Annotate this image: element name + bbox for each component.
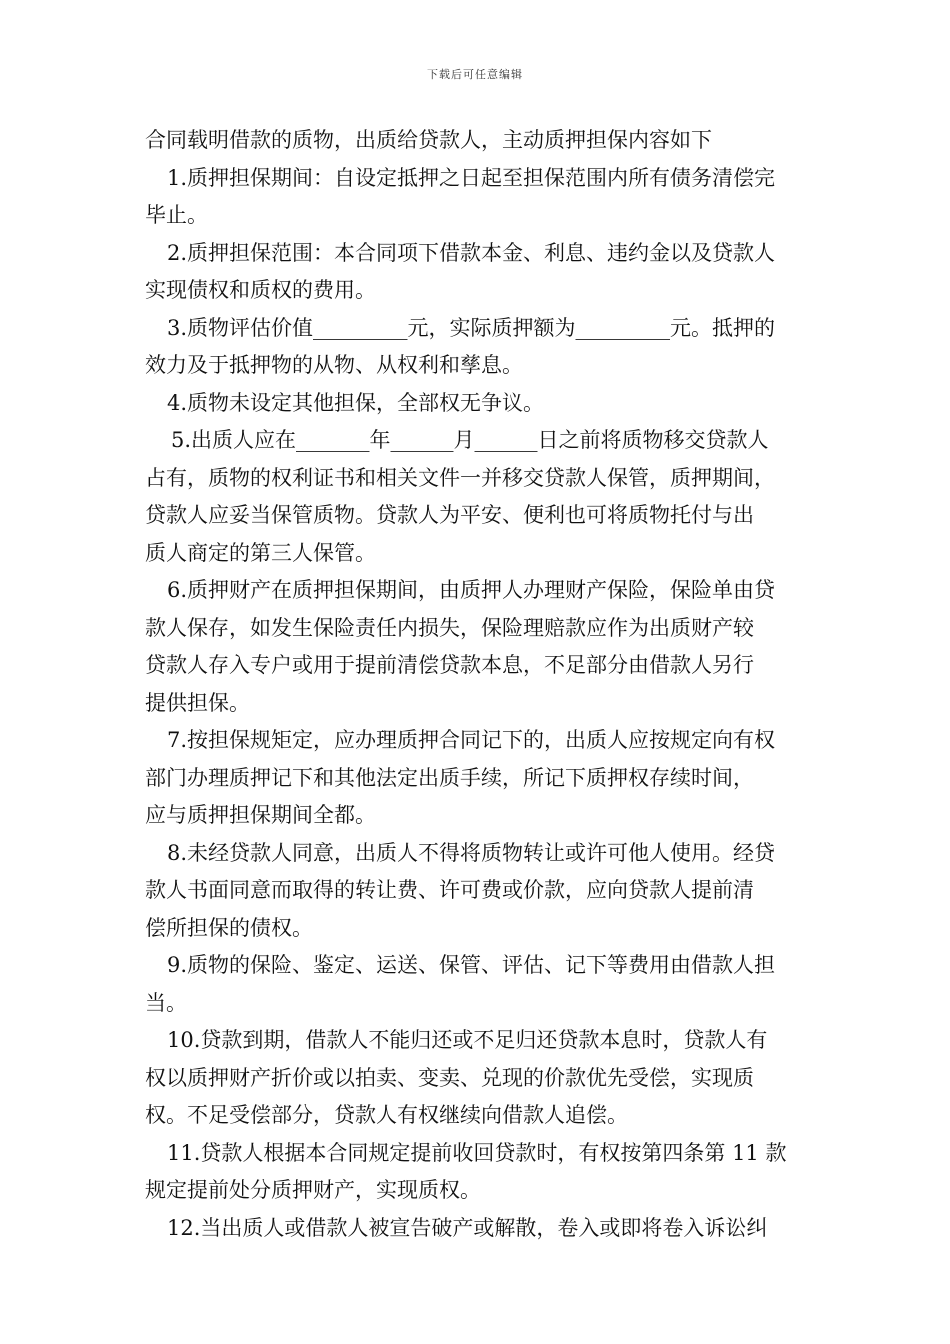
paragraph-line: 实现债权和质权的费用。: [145, 278, 376, 302]
paragraph-line: 1.质押担保期间：自设定抵押之日起至担保范围内所有债务清偿完: [167, 165, 776, 190]
paragraph-line: 毕止。: [145, 203, 208, 227]
paragraph-line: 权以质押财产折价或以拍卖、变卖、兑现的价款优先受偿，实现质: [145, 1065, 754, 1090]
paragraph-line: 偿所担保的债权。: [145, 915, 313, 940]
paragraph-line: 质人商定的第三人保管。: [145, 540, 376, 565]
paragraph-line: 部门办理质押记下和其他法定出质手续，所记下质押权存续时间，: [145, 765, 754, 790]
clause-paragraph: [145, 1135, 815, 1210]
clause-paragraph: [145, 1210, 815, 1248]
clause-paragraph: [145, 122, 815, 160]
paragraph-line: 10.贷款到期，借款人不能归还或不足归还贷款本息时，贷款人有: [167, 1028, 768, 1052]
document-body: [145, 122, 815, 1247]
paragraph-line: 12.当出质人或借款人被宣告破产或解散，卷入或即将卷入诉讼纠: [167, 1215, 768, 1240]
paragraph-line: 9.质物的保险、鉴定、运送、保管、评估、记下等费用由借款人担: [167, 953, 776, 977]
paragraph-line: 2.质押担保范围：本合同项下借款本金、利息、违约金以及贷款人: [167, 240, 776, 265]
paragraph-line: 权。不足受偿部分，贷款人有权继续向借款人追偿。: [145, 1103, 628, 1127]
paragraph-line: 效力及于抵押物的从物、从权利和孳息。: [145, 353, 523, 377]
clause-paragraph: [145, 422, 815, 572]
clause-paragraph: [145, 835, 815, 948]
clause-paragraph: [145, 310, 815, 385]
paragraph-line: 当。: [145, 990, 187, 1015]
paragraph-line: 款人书面同意而取得的转让费、许可费或价款，应向贷款人提前清: [145, 878, 754, 902]
paragraph-line: 占有，质物的权利证书和相关文件一并移交贷款人保管，质押期间，: [145, 465, 775, 490]
paragraph-line: 贷款人存入专户或用于提前清偿贷款本息，不足部分由借款人另行: [145, 653, 754, 677]
paragraph-line: 8.未经贷款人同意，出质人不得将质物转让或许可他人使用。经贷: [167, 840, 776, 865]
clause-paragraph: [145, 572, 815, 722]
clause-paragraph: [145, 947, 815, 1022]
paragraph-line: 款人保存，如发生保险责任内损失，保险理赔款应作为出质财产较: [145, 615, 754, 640]
paragraph-line: 提供担保。: [145, 690, 250, 715]
clause-paragraph: [145, 722, 815, 835]
paragraph-line: 合同载明借款的质物，出质给贷款人，主动质押担保内容如下: [145, 128, 712, 152]
paragraph-line: 3.质物评估价值_________元，实际质押额为_________元。抵押的: [167, 315, 776, 340]
clause-paragraph: [145, 385, 815, 423]
paragraph-line: 4.质物未设定其他担保，全部权无争议。: [167, 390, 545, 415]
paragraph-line: 应与质押担保期间全都。: [145, 803, 376, 827]
clause-paragraph: [145, 235, 815, 310]
clause-paragraph: [145, 1022, 815, 1135]
page-header: 下载后可任意编辑: [427, 68, 523, 81]
paragraph-line: 11.贷款人根据本合同规定提前收回贷款时，有权按第四条第 11 款: [167, 1140, 787, 1165]
paragraph-line: 5.出质人应在_______年______月______日之前将质物移交贷款人: [171, 428, 769, 452]
paragraph-line: 6.质押财产在质押担保期间，由质押人办理财产保险，保险单由贷: [167, 578, 776, 602]
clause-paragraph: [145, 160, 815, 235]
paragraph-line: 7.按担保规矩定，应办理质押合同记下的，出质人应按规定向有权: [167, 728, 776, 752]
paragraph-line: 贷款人应妥当保管质物。贷款人为平安、便利也可将质物托付与出: [145, 503, 754, 527]
paragraph-line: 规定提前处分质押财产，实现质权。: [145, 1178, 481, 1202]
